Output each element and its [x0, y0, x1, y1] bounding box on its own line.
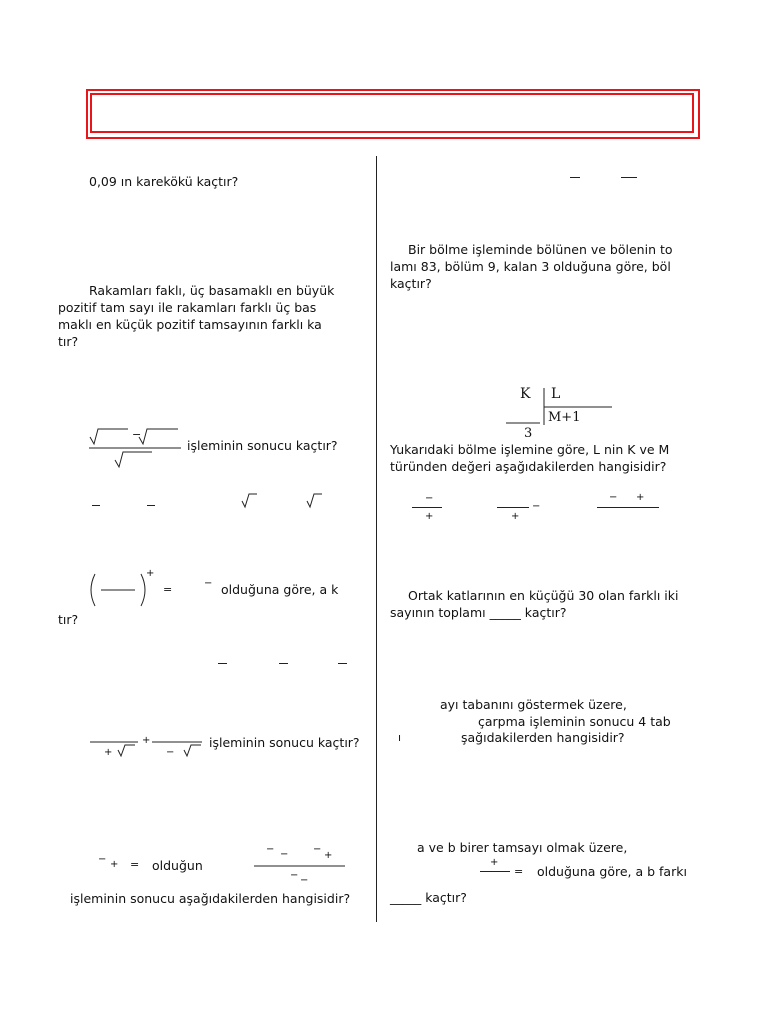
rq5-plus: +	[490, 857, 499, 868]
rq5-equals: =	[514, 865, 524, 878]
q6-denominator-minus: −	[290, 870, 299, 881]
left-question-6-cont: işleminin sonucu aşağıdakilerden hangisidir?	[70, 891, 351, 906]
quotient-L: L	[551, 386, 561, 402]
choice-minus: −	[425, 493, 434, 504]
q2-line-4: tır?	[58, 334, 79, 349]
divisor-M-plus-1: M+1	[548, 410, 581, 425]
choice-mark	[92, 505, 100, 506]
choice-fraction-bar	[597, 507, 659, 508]
left-question-2	[58, 282, 334, 350]
choice-plus: +	[511, 511, 520, 522]
q6-plus: +	[110, 859, 119, 870]
right-question-4-line-3: şağıdakilerden hangisidir?	[461, 730, 625, 745]
q2-line-3: maklı en küçük pozitif tamsayının farklı ka	[58, 317, 322, 332]
rq2-line-1: Yukarıdaki bölme işlemine göre, L nin K ve M	[390, 442, 670, 457]
left-question-4: olduğuna göre, a k	[221, 582, 339, 597]
right-question-2	[390, 441, 669, 475]
choice-mark	[279, 663, 288, 664]
right-question-3	[390, 587, 678, 621]
left-question-5: işleminin sonucu kaçtır?	[209, 735, 360, 750]
choice-plus: +	[636, 492, 645, 503]
choice-mark	[338, 663, 347, 664]
q6-numerator-minus: −	[266, 844, 275, 855]
q6-minus: −	[98, 854, 107, 865]
left-question-6: olduğun	[152, 858, 203, 873]
rq1-line-2: lamı 83, bölüm 9, kalan 3 olduğuna göre, böl	[390, 259, 671, 274]
right-question-5-line-2: olduğuna göre, a b farkı	[537, 864, 687, 879]
q5-plus-denominator: +	[104, 747, 113, 758]
rq1-line-1: Bir bölme işleminde bölünen ve bölenin to	[408, 242, 673, 257]
choice-fraction-bar	[497, 507, 529, 508]
q4-minus: −	[204, 578, 213, 589]
choice-minus: −	[609, 492, 618, 503]
left-question-1: 0,09 ın karekökü kaçtır?	[89, 174, 239, 189]
right-question-5-line-1: a ve b birer tamsayı olmak üzere,	[417, 840, 628, 855]
q4-exponent-plus: +	[146, 568, 155, 579]
choice-mark	[147, 505, 155, 506]
q4-equals: =	[163, 583, 173, 596]
choice-root-mark	[241, 492, 261, 510]
choice-fraction-bar	[412, 507, 442, 508]
choice-root-mark	[306, 492, 326, 510]
q6-numerator-minus: −	[280, 849, 289, 860]
rq2-line-2: türünden değeri aşağıdakilerden hangisidir?	[390, 459, 667, 474]
rq5-fraction-bar	[480, 871, 510, 872]
q5-minus-denominator: −	[166, 747, 175, 758]
header-mark	[621, 177, 637, 178]
q2-line-2: pozitif tam sayı ile rakamları farklı üç bas	[58, 300, 317, 315]
remainder-3: 3	[524, 426, 533, 441]
q3-minus: −	[132, 428, 142, 441]
rq3-line-2: sayının toplamı _____ kaçtır?	[390, 605, 567, 620]
left-question-4-cont: tır?	[58, 612, 79, 627]
dividend-K: K	[520, 386, 531, 402]
right-question-5-line-3: _____ kaçtır?	[390, 890, 467, 905]
right-question-4-line-1: ayı tabanını göstermek üzere,	[440, 697, 627, 712]
right-question-4-line-2: çarpma işleminin sonucu 4 tab	[478, 714, 671, 729]
q5-plus-between: +	[142, 735, 151, 746]
choice-mark	[218, 663, 227, 664]
right-question-4-mark: ı	[398, 731, 402, 744]
left-question-3: işleminin sonucu kaçtır?	[187, 438, 338, 453]
q2-line-1: Rakamları faklı, üç basamaklı en büyük	[89, 283, 335, 298]
q6-numerator-plus: +	[324, 850, 333, 861]
header-inner-frame	[90, 93, 694, 133]
column-divider	[376, 156, 377, 922]
q6-numerator-minus: −	[313, 844, 322, 855]
choice-minus: −	[532, 501, 541, 512]
choice-plus: +	[425, 511, 434, 522]
right-question-1	[390, 241, 673, 292]
q6-equals: =	[130, 858, 140, 871]
rq1-line-3: kaçtır?	[390, 276, 432, 291]
header-mark	[570, 177, 580, 178]
q6-denominator-minus: −	[300, 875, 309, 886]
rq3-line-1: Ortak katlarının en küçüğü 30 olan farklı iki	[408, 588, 679, 603]
